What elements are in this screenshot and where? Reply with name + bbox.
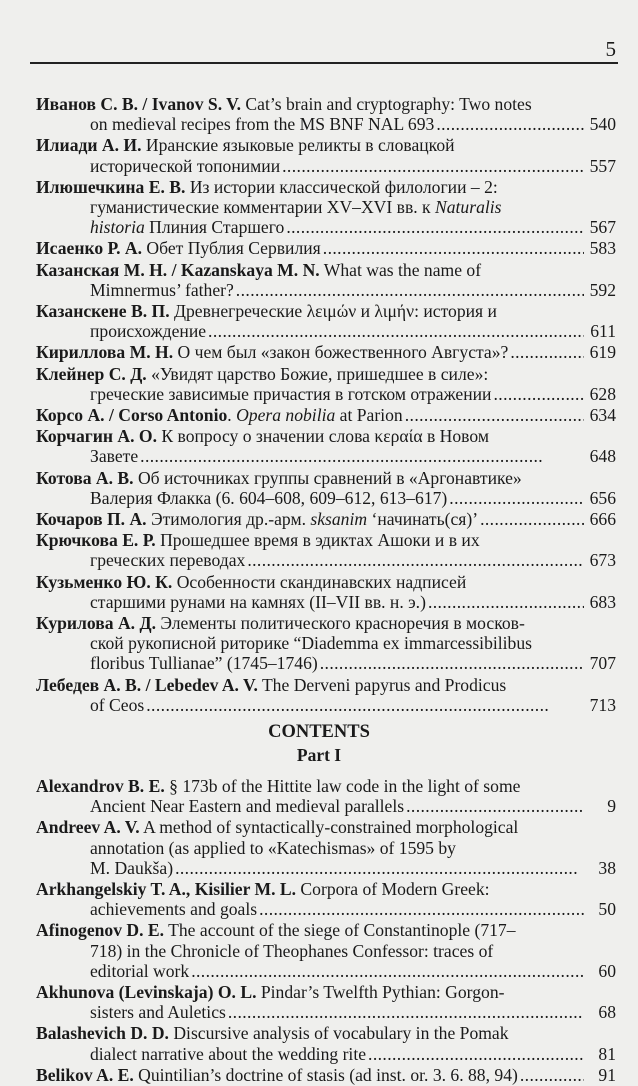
toc-entry-line	[36, 653, 616, 673]
toc-title-text: греческих переводах	[90, 550, 246, 571]
toc-entry	[36, 1065, 616, 1085]
toc-title-text: ской рукописной риторике “Diademma ex immarcessibilibus	[90, 633, 532, 654]
toc-page-number: 9	[607, 796, 616, 817]
dot-leader	[236, 280, 584, 300]
toc-title-text: «Увидят царство Божие, пришедшее в силе»:	[146, 363, 489, 384]
toc-title-text: старшими рунами на камнях (II–VII вв. н. э.)	[90, 591, 426, 612]
toc-entry-line	[36, 941, 616, 961]
toc-title-text: on medieval recipes from the MS BNF NAL 693	[90, 114, 435, 135]
toc-entry-line	[36, 920, 616, 940]
toc-entry-line	[36, 217, 616, 237]
toc-entry-text	[90, 941, 493, 961]
toc-title-text: исторической топонимии	[90, 155, 281, 176]
page-number: 5	[605, 37, 616, 61]
dot-leader	[510, 342, 584, 362]
toc-entry-line	[36, 530, 616, 550]
toc-entry-text	[36, 405, 403, 425]
toc-page-number: 648	[589, 446, 616, 467]
toc-entry-line	[36, 572, 616, 592]
toc-title-text: греческие зависимые причастия в готском отражении	[90, 383, 492, 404]
toc-title-text: at Parion	[335, 405, 403, 426]
toc-page-number: 656	[589, 487, 616, 508]
dot-leader	[282, 156, 584, 176]
toc-title-text: Pindar’s Twelfth Pythian: Gorgon-	[256, 982, 505, 1003]
toc-title-text: of Ceos	[90, 694, 145, 715]
dot-leader	[228, 1002, 584, 1022]
toc-entry-text	[36, 1023, 509, 1043]
toc-entry-text	[36, 135, 455, 155]
dot-leader	[146, 695, 584, 715]
dot-leader	[368, 1044, 584, 1064]
toc-title-text: § 173b of the Hittite law code in the light of some	[164, 776, 521, 796]
toc-title-text: Валерия Флакка (6. 604–608, 609–612, 613–617)	[90, 487, 448, 508]
toc-author: Курилова А. Д.	[36, 613, 156, 634]
toc-entry-line	[36, 321, 616, 341]
toc-page-number: 50	[598, 899, 616, 920]
toc-entry	[36, 426, 616, 466]
toc-page-number: 60	[598, 960, 616, 981]
toc-entry-text	[90, 114, 434, 134]
toc-entry-line	[36, 695, 616, 715]
toc-title-text: Завете	[90, 446, 139, 467]
dot-leader	[259, 899, 584, 919]
toc-entry-line	[36, 426, 616, 446]
dot-leader	[320, 653, 584, 673]
toc-entry-text	[90, 321, 206, 341]
toc-title-text: Плиния Старшего	[144, 217, 285, 238]
toc-entry-text	[90, 838, 456, 858]
toc-entry-line	[36, 135, 616, 155]
toc-title-text: editorial work	[90, 960, 190, 981]
toc-entry	[36, 1023, 616, 1063]
toc-entry	[36, 817, 616, 878]
toc-author: Кочаров П. А.	[36, 509, 147, 530]
toc-entry-line	[36, 260, 616, 280]
toc-entry-text	[36, 776, 520, 796]
toc-page-number: 567	[589, 217, 616, 238]
toc-title-text: Mimnermus’ father?	[90, 279, 234, 300]
toc-author: Кузьменко Ю. К.	[36, 571, 173, 592]
toc-page-number: 634	[589, 405, 616, 426]
toc-entry	[36, 260, 616, 300]
dot-leader	[405, 405, 584, 425]
toc-title-text: Из истории классической филологии – 2:	[185, 176, 498, 197]
toc-lower-list	[36, 776, 616, 1086]
toc-author: Казанская М. Н. / Kazanskaya M. N.	[36, 259, 320, 280]
toc-entry-text	[90, 633, 532, 653]
toc-entry	[36, 530, 616, 570]
toc-entry-text	[90, 695, 144, 715]
toc-entry	[36, 405, 616, 425]
toc-author: Котова А. В.	[36, 467, 134, 488]
toc-author: Balashevich D. D.	[36, 1023, 169, 1044]
toc-title-text: The account of the siege of Constantinople (717–	[164, 920, 516, 941]
dot-leader	[247, 550, 584, 570]
toc-author: Крючкова Е. Р.	[36, 530, 156, 551]
toc-title-text: 718) in the Chronicle of Theophanes Confessor: traces of	[90, 940, 494, 961]
toc-upper-list	[36, 94, 616, 716]
toc-entry-text	[36, 426, 489, 446]
toc-page-number: 592	[589, 279, 616, 300]
part-heading: Part I	[296, 745, 342, 765]
toc-entry-line	[36, 238, 616, 258]
toc-page-number: 68	[598, 1002, 616, 1023]
toc-title-text: Этимология др.-арм.	[146, 509, 311, 530]
toc-entry-text	[36, 509, 478, 529]
dot-leader	[480, 509, 584, 529]
toc-entry-text	[90, 653, 318, 673]
toc-entry	[36, 920, 616, 981]
toc-entry-line	[36, 550, 616, 570]
toc-author: Корсо А. / Corso Antonio	[36, 405, 228, 426]
toc-page-number: 611	[590, 321, 616, 342]
toc-title-text: Opera nobilia	[236, 405, 336, 426]
toc-title-text: происхождение	[90, 321, 207, 342]
toc-entry-text	[36, 1065, 518, 1085]
toc-entry-text	[90, 1044, 366, 1064]
toc-author: Илиади А. И.	[36, 135, 142, 156]
toc-entry-text	[36, 879, 490, 899]
contents-heading: CONTENTS	[268, 722, 370, 742]
toc-title-text: .	[227, 405, 237, 426]
toc-title-text: Обет Публия Сервилия	[142, 238, 321, 259]
toc-entry-line	[36, 633, 616, 653]
header-rule	[30, 62, 618, 64]
toc-entry-line	[36, 817, 616, 837]
toc-entry-text	[36, 177, 498, 197]
toc-author: Лебедев А. В. / Lebedev A. V.	[36, 674, 258, 695]
toc-entry-text	[90, 197, 502, 217]
toc-title-text: historia	[90, 217, 145, 238]
toc-title-text: annotation (as applied to «Katechismas» of 1595 by	[90, 837, 456, 858]
toc-title-text: Иранские языковые реликты в словацкой	[141, 135, 455, 156]
toc-entry-line	[36, 982, 616, 1002]
toc-page-number: 619	[589, 342, 616, 363]
toc-entry-line	[36, 342, 616, 362]
toc-entry-text	[36, 238, 321, 258]
toc-title-text: Элементы политического красноречия в москов-	[155, 613, 525, 634]
toc-entry-line	[36, 364, 616, 384]
toc-entry	[36, 776, 616, 816]
toc-title-text: Об источниках группы сравнений в «Аргонавтике»	[133, 467, 522, 488]
toc-entry-text	[90, 796, 404, 816]
toc-entry-text	[36, 675, 506, 695]
toc-author: Клейнер С. Д.	[36, 363, 147, 384]
dot-leader	[406, 796, 584, 816]
toc-entry-line	[36, 961, 616, 981]
toc-title-text: ‘начинать(ся)’	[367, 509, 479, 530]
toc-entry-text	[90, 280, 234, 300]
toc-entry-line	[36, 94, 616, 114]
toc-title-text: К вопросу о значении слова κεραία в Новом	[157, 426, 489, 447]
dot-leader	[520, 1065, 584, 1085]
toc-title-text: floribus Tullianae” (1745–1746)	[90, 653, 318, 674]
toc-entry-line	[36, 509, 616, 529]
toc-page-number: 557	[589, 155, 616, 176]
toc-author: Кириллова М. Н.	[36, 342, 174, 363]
toc-author: Илюшечкина Е. В.	[36, 176, 186, 197]
toc-page-number: 673	[589, 550, 616, 571]
toc-entry-line	[36, 675, 616, 695]
toc-page-number: 91	[598, 1064, 616, 1085]
toc-entry-line	[36, 592, 616, 612]
toc-entry-text	[36, 260, 481, 280]
toc-page-number: 81	[598, 1043, 616, 1064]
dot-leader	[208, 321, 584, 341]
toc-entry-line	[36, 899, 616, 919]
toc-author: Alexandrov B. E.	[36, 776, 165, 796]
dot-leader	[449, 488, 584, 508]
toc-title-text: Quintilian’s doctrine of stasis (ad inst. or. 3. 6. 88, 94)	[133, 1064, 518, 1085]
dot-leader	[436, 114, 584, 134]
toc-title-text: Ancient Near Eastern and medieval parallels	[90, 796, 405, 817]
toc-entry-line	[36, 280, 616, 300]
toc-entry-line	[36, 1023, 616, 1043]
toc-title-text: гуманистические комментарии XV–XVI вв. к	[90, 197, 436, 218]
toc-entry-text	[90, 858, 173, 878]
toc-author: Arkhangelskiy T. A., Kisilier M. L.	[36, 879, 297, 900]
toc-title-text: Naturalis	[435, 197, 502, 218]
toc-entry-line	[36, 1065, 616, 1085]
toc-title-text: achievements and goals	[90, 899, 258, 920]
dot-leader	[428, 592, 584, 612]
toc-author: Исаенко Р. А.	[36, 238, 142, 259]
toc-title-text: sksanim	[310, 509, 368, 530]
toc-entry-line	[36, 858, 616, 878]
toc-entry	[36, 879, 616, 919]
toc-entry-line	[36, 1002, 616, 1022]
toc-entry-text	[90, 156, 280, 176]
toc-entry	[36, 177, 616, 238]
toc-entry	[36, 982, 616, 1022]
dot-leader	[323, 238, 584, 258]
toc-entry-text	[90, 384, 491, 404]
toc-entry	[36, 572, 616, 612]
toc-author: Иванов С. В. / Ivanov S. V.	[36, 94, 242, 114]
toc-page-number: 583	[589, 238, 616, 259]
toc-entry-text	[36, 94, 532, 114]
toc-title-text: The Derveni papyrus and Prodicus	[257, 674, 507, 695]
toc-entry-text	[36, 920, 516, 940]
toc-page-number: 683	[589, 591, 616, 612]
dot-leader	[493, 384, 584, 404]
toc-entry-line	[36, 776, 616, 796]
toc-page-number: 540	[589, 114, 616, 135]
toc-author: Казанскене В. П.	[36, 301, 170, 322]
toc-page-number: 38	[598, 857, 616, 878]
toc-title-text: dialect narrative about the wedding rite	[90, 1043, 367, 1064]
toc-entry-text	[90, 899, 257, 919]
toc-entry-line	[36, 114, 616, 134]
toc-entry-line	[36, 405, 616, 425]
toc-title-text: sisters and Auletics	[90, 1002, 226, 1023]
toc-author: Belikov A. E.	[36, 1064, 134, 1085]
toc-entry-line	[36, 177, 616, 197]
toc-entry	[36, 301, 616, 341]
toc-entry-line	[36, 156, 616, 176]
toc-entry-text	[36, 817, 518, 837]
toc-entry-line	[36, 301, 616, 321]
toc-title-text: What was the name of	[319, 259, 482, 280]
dot-leader	[191, 961, 584, 981]
dot-leader	[140, 446, 584, 466]
toc-entry-line	[36, 1044, 616, 1064]
toc-entry	[36, 238, 616, 258]
toc-author: Andreev A. V.	[36, 817, 140, 838]
toc-entry-line	[36, 879, 616, 899]
toc-entry-text	[36, 982, 504, 1002]
toc-author: Корчагин А. О.	[36, 426, 157, 447]
toc-title-text: A method of syntactically-constrained morphological	[139, 817, 519, 838]
toc-entry-text	[90, 446, 138, 466]
toc-title-text: Древнегреческие λειμών и λιμήν: история и	[169, 301, 497, 322]
toc-entry-line	[36, 384, 616, 404]
toc-entry-text	[36, 342, 508, 362]
toc-title-text: Прошедшее время в эдиктах Ашоки и в их	[155, 530, 480, 551]
toc-title-text: Corpora of Modern Greek:	[296, 879, 490, 900]
dot-leader	[286, 217, 584, 237]
toc-entry-line	[36, 796, 616, 816]
toc-entry-text	[36, 530, 480, 550]
toc-entry-text	[90, 1002, 226, 1022]
toc-entry-line	[36, 838, 616, 858]
toc-entry-text	[36, 301, 497, 321]
toc-page-number: 628	[589, 383, 616, 404]
dot-leader	[175, 858, 584, 878]
toc-title-text: Discursive analysis of vocabulary in the Pomak	[168, 1023, 509, 1044]
toc-author: Afinogenov D. E.	[36, 920, 165, 941]
toc-title-text: Особенности скандинавских надписей	[172, 571, 467, 592]
toc-entry-text	[36, 572, 466, 592]
toc-title-text: Cat’s brain and cryptography: Two notes	[241, 94, 532, 114]
toc-entry-line	[36, 488, 616, 508]
toc-entry	[36, 135, 616, 175]
toc-entry-text	[90, 961, 189, 981]
toc-entry-text	[36, 364, 488, 384]
toc-entry-line	[36, 197, 616, 217]
toc-title-text: M. Daukša)	[90, 857, 174, 878]
toc-page-number: 666	[589, 509, 616, 530]
toc-entry-text	[36, 613, 525, 633]
toc-page-number: 707	[589, 653, 616, 674]
toc-entry-line	[36, 446, 616, 466]
toc-entry-text	[36, 468, 522, 488]
toc-author: Akhunova (Levinskaja) O. L.	[36, 982, 257, 1003]
toc-entry	[36, 675, 616, 715]
toc-entry	[36, 468, 616, 508]
toc-entry	[36, 509, 616, 529]
toc-entry-text	[90, 592, 426, 612]
toc-page-number: 713	[589, 694, 616, 715]
toc-entry-text	[90, 488, 447, 508]
toc-entry	[36, 364, 616, 404]
toc-entry-line	[36, 468, 616, 488]
toc-entry	[36, 342, 616, 362]
toc-entry	[36, 94, 616, 134]
toc-entry-text	[90, 217, 284, 237]
toc-title-text: О чем был «закон божественного Августа»?	[173, 342, 509, 363]
toc-entry-text	[90, 550, 245, 570]
toc-entry-line	[36, 613, 616, 633]
toc-entry	[36, 613, 616, 674]
